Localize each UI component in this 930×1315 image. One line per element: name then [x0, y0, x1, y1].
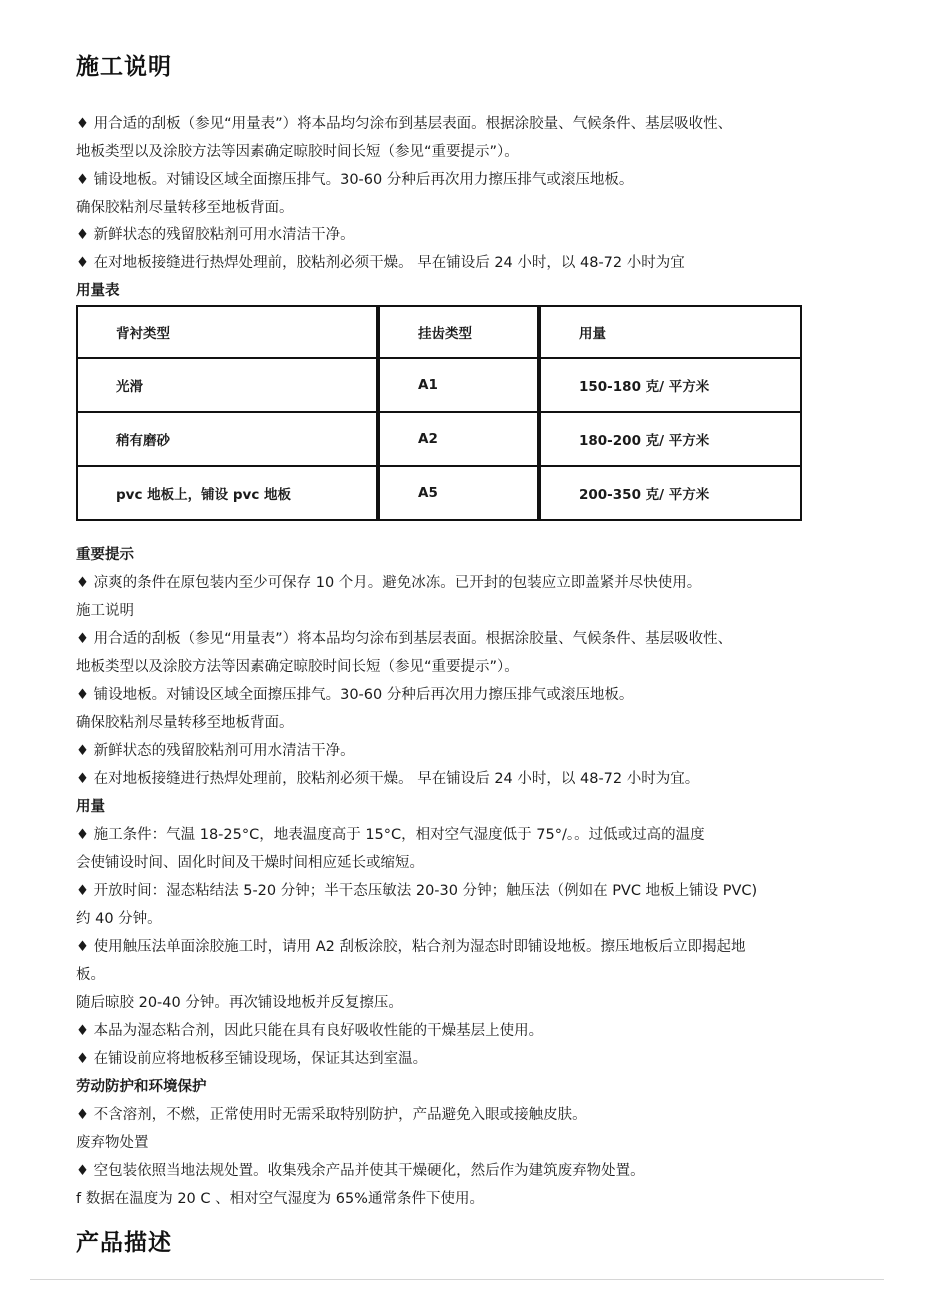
text-line: 地板类型以及涂胶方法等因素确定晾胶时间长短（参见“重要提示”）。 [76, 144, 519, 160]
text-line: ♦ 不含溶剂，不燃，正常使用时无需采取特别防护，产品避免入眼或接触皮肤。 [76, 1107, 587, 1123]
section-title-product-description: 产品描述 [76, 1230, 172, 1256]
text-line: ♦ 在对地板接缝进行热焊处理前，胶粘剂必须干燥。 早在铺设后 24 小时，以 48-72 小时为宜 [76, 255, 685, 271]
text-line: 确保胶粘剂尽量转移至地板背面。 [76, 200, 294, 216]
table-cell: 稍有磨砂 [76, 413, 378, 467]
text-line: 确保胶粘剂尽量转移至地板背面。 [76, 715, 294, 731]
text-line: ♦ 新鲜状态的残留胶粘剂可用水清洁干净。 [76, 743, 355, 759]
text-line: 约 40 分钟。 [76, 911, 162, 927]
table-cell: pvc 地板上，铺设 pvc 地板 [76, 467, 378, 521]
text-line: ♦ 在对地板接缝进行热焊处理前，胶粘剂必须干燥。 早在铺设后 24 小时，以 48-72 小时为宜。 [76, 771, 700, 787]
text-line: 随后晾胶 20-40 分钟。再次铺设地板并反复擦压。 [76, 995, 403, 1011]
table-header-cell: 背衬类型 [76, 305, 378, 359]
text-line: 地板类型以及涂胶方法等因素确定晾胶时间长短（参见“重要提示”）。 [76, 659, 519, 675]
subheading-disposal: 废弃物处置 [76, 1135, 149, 1151]
text-line: 板。 [76, 967, 105, 983]
table-row [76, 413, 802, 467]
divider [30, 1279, 884, 1280]
table-cell: 180-200 克/ 平方米 [539, 413, 802, 467]
text-line: ♦ 施工条件：气温 18-25°C，地表温度高于 15°C，相对空气湿度低于 75°/。。过低或过高的温度 [76, 827, 705, 843]
section-title-construction: 施工说明 [76, 54, 172, 80]
table-cell: 200-350 克/ 平方米 [539, 467, 802, 521]
text-line: ♦ 铺设地板。对铺设区域全面擦压排气。30-60 分种后再次用力擦压排气或滚压地板。 [76, 172, 634, 188]
text-line: ♦ 用合适的刮板（参见“用量表”）将本品均匀涂布到基层表面。根据涂胶量、气候条件、基层吸收性、 [76, 116, 733, 132]
text-line: ♦ 用合适的刮板（参见“用量表”）将本品均匀涂布到基层表面。根据涂胶量、气候条件、基层吸收性、 [76, 631, 733, 647]
table-cell: 光滑 [76, 359, 378, 413]
subheading-construction: 施工说明 [76, 603, 134, 619]
table-heading: 用量表 [76, 283, 120, 299]
usage-heading: 用量 [76, 799, 105, 815]
text-line: ♦ 使用触压法单面涂胶施工时，请用 A2 刮板涂胶，粘合剂为湿态时即铺设地板。擦压地板后立即揭起地 [76, 939, 746, 955]
text-line: ♦ 在铺设前应将地板移至铺设现场，保证其达到室温。 [76, 1051, 428, 1067]
text-line: ♦ 新鲜状态的残留胶粘剂可用水清洁干净。 [76, 227, 355, 243]
usage-table [76, 305, 802, 521]
text-line: ♦ 本品为湿态粘合剂，因此只能在具有良好吸收性能的干燥基层上使用。 [76, 1023, 544, 1039]
protection-heading: 劳动防护和环境保护 [76, 1079, 207, 1095]
table-cell: A5 [378, 467, 539, 521]
footnote-line: f 数据在温度为 20 C 、相对空气湿度为 65%通常条件下使用。 [76, 1191, 484, 1207]
important-heading: 重要提示 [76, 547, 134, 563]
text-line: 会使铺设时间、固化时间及干燥时间相应延长或缩短。 [76, 855, 424, 871]
text-line: ♦ 铺设地板。对铺设区域全面擦压排气。30-60 分种后再次用力擦压排气或滚压地板。 [76, 687, 634, 703]
text-line: ♦ 凉爽的条件在原包装内至少可保存 10 个月。避免冰冻。已开封的包装应立即盖紧并尽快使用。 [76, 575, 702, 591]
table-row [76, 467, 802, 521]
table-header-cell: 用量 [539, 305, 802, 359]
text-line: ♦ 开放时间：湿态粘结法 5-20 分钟；半干态压敏法 20-30 分钟；触压法（例如在 PVC 地板上铺设 PVC) [76, 883, 758, 899]
table-cell: 150-180 克/ 平方米 [539, 359, 802, 413]
table-header-row [76, 305, 802, 359]
table-cell: A1 [378, 359, 539, 413]
table-row [76, 359, 802, 413]
table-header-cell: 挂齿类型 [378, 305, 539, 359]
table-cell: A2 [378, 413, 539, 467]
text-line: ♦ 空包装依照当地法规处置。收集残余产品并使其干燥硬化，然后作为建筑废弃物处置。 [76, 1163, 645, 1179]
